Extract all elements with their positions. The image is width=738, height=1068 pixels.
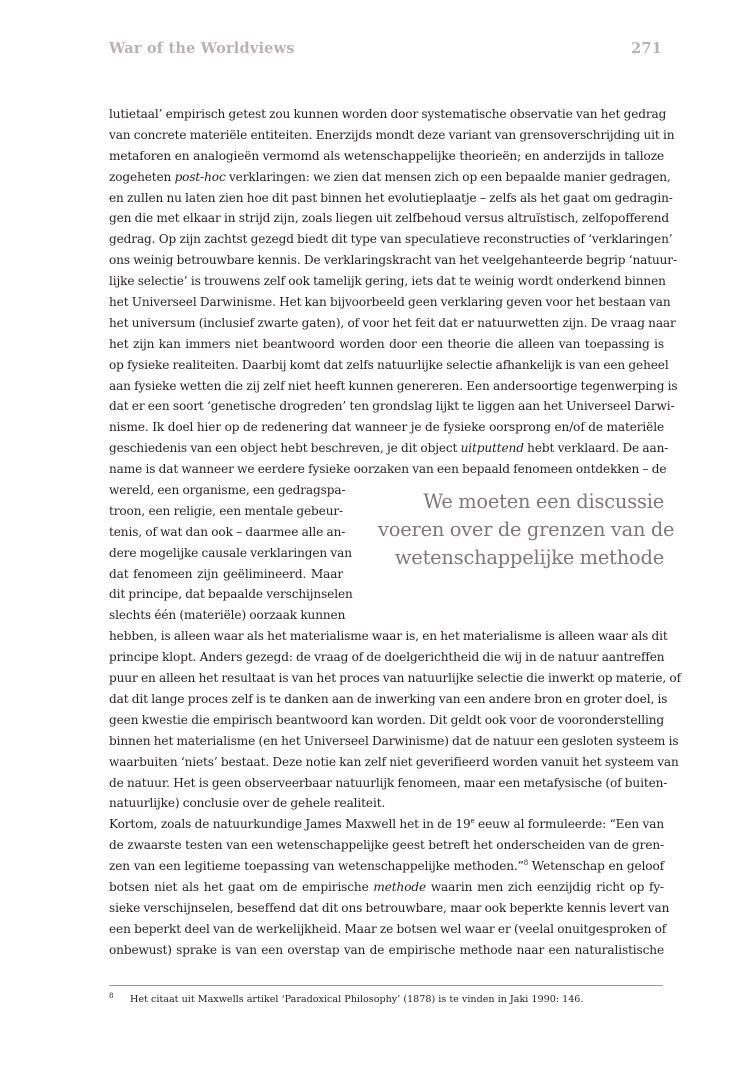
text-line: natuurlijke) conclusie over de gehele realiteit. (109, 796, 386, 811)
text-line: gedrag. Op zijn zachtst gezegd biedt dit type van speculatieve reconstructies of ‘verklaringen’ (109, 232, 673, 247)
text-line: troon, een religie, een mentale gebeur- (109, 503, 343, 518)
pull-quote (378, 480, 675, 626)
text-line: Kortom, zoals de natuurkundige James Maxwell het in de 19e eeuw al formuleerde: “Een van (109, 817, 664, 832)
text-line: dere mogelijke causale verklaringen van (109, 545, 352, 560)
text-line: gen die met elkaar in strijd zijn, zoals liegen uit zelfbehoud versus altruïstisch, zelfopofferend (109, 211, 670, 226)
pull-quote-line: voeren over de grenzen van de (378, 518, 675, 542)
text-line: nisme. Ik doel hier op de redenering dat wanneer je de fysieke oorsprong en/of de materiële (109, 420, 664, 435)
text-line: zogeheten post-hoc verklaringen: we zien dat mensen zich op een bepaalde manier gedragen, (109, 169, 671, 184)
text-line: dat er een soort ‘genetische drogreden’ ten grondslag lijkt te liggen aan het Universeel Darwi- (109, 399, 675, 414)
text-line: op fysieke realiteiten. Daarbij komt dat zelfs natuurlijke selectie afhankelijk is van een geheel (109, 357, 669, 372)
italic-text: post-hoc (174, 169, 226, 184)
wrap-section (109, 480, 675, 626)
text-line: dat dit lange proces zelf is te danken aan de inwerking van een andere bron en groter doel, is (109, 691, 668, 706)
text-line: tenis, of wat dan ook – daarmee alle an- (109, 524, 346, 539)
running-head (109, 40, 662, 62)
text-line: metaforen en analogieën vermomd als wetenschappelijke theorieën; en anderzijds in talloze (109, 148, 664, 163)
text-line: onbewust) sprake is van een overstap van de empirische methode naar een naturalistische (109, 942, 664, 957)
text-line: wereld, een organisme, een gedragspa- (109, 483, 346, 498)
text-line: het Universeel Darwinisme. Het kan bijvoorbeeld geen verklaring geven voor het bestaan van (109, 295, 671, 310)
body-text (109, 104, 681, 961)
paragraph-top (109, 104, 678, 480)
footnote-text: Het citaat uit Maxwells artikel ‘Paradoxical Philosophy’ (1878) is te vinden in Jaki 1990: 146. (130, 994, 584, 1005)
italic-text: methode (373, 879, 427, 894)
text-line: aan fysieke wetten die zij zelf niet heeft kunnen genereren. Een andersoortige tegenwerping is (109, 378, 678, 393)
running-head-title: War of the Worldviews (109, 40, 295, 57)
text-line: slechts één (materiële) oorzaak kunnen (109, 608, 346, 623)
wrap-column-text (109, 480, 353, 626)
text-line: principe klopt. Anders gezegd: de vraag of de doelgerichtheid die wij in de natuur aantreffen (109, 650, 665, 665)
text-line: ons weinig betrouwbare kennis. De verklaringskracht van het veelgehanteerde begrip ‘natuur- (109, 253, 677, 268)
footnote-rule (109, 985, 663, 986)
text-line: dat fenomeen zijn geëlimineerd. Maar (109, 566, 343, 581)
text-line: een beperkt deel van de werkelijkheid. Maar ze botsen wel waar er (veelal onuitgesproken of (109, 921, 667, 936)
text-line: name is dat wanneer we eerdere fysieke oorzaken van een bepaald fenomeen ontdekken – de (109, 462, 667, 477)
text-line: dit principe, dat bepaalde verschijnselen (109, 587, 353, 602)
text-line: zen van een legitieme toepassing van wetenschappelijke methoden.”$^8$ Wetenschap en geloof (109, 859, 664, 874)
text-line: lijke selectie’ is trouwens zelf ook tamelijk gering, iets dat te weinig wordt onderkend binnen (109, 274, 666, 289)
text-line: het zijn kan immers niet beantwoord worden door een theorie die alleen van toepassing is (109, 336, 664, 351)
pull-quote-line: We moeten een discussie (423, 490, 664, 514)
text-line: hebben, is alleen waar als het materialisme waar is, en het materialisme is alleen waar als dit (109, 629, 668, 644)
paragraph-bottom (109, 626, 681, 960)
text-line: de natuur. Het is geen observeerbaar natuurlijk fenomeen, maar een metafysische (of buiten- (109, 775, 668, 790)
footnote-marker: 8 (109, 992, 114, 1000)
superscript: e (470, 817, 475, 826)
text-line: de zwaarste testen van een wetenschappelijke geest betreft het onderscheiden van de gren- (109, 838, 664, 853)
pull-quote-line: wetenschappelijke methode (394, 546, 664, 570)
text-line: het universum (inclusief zwarte gaten), of voor het feit dat er natuurwetten zijn. De vraag naar (109, 315, 676, 330)
text-line: geschiedenis van een object hebt beschreven, je dit object uitputtend hebt verklaard. De aan- (109, 441, 669, 456)
text-line: waarbuiten ‘niets’ bestaat. Deze notie kan zelf niet geverifieerd worden vanuit het systeem van (109, 754, 679, 769)
text-line: sieke verschijnselen, beseffend dat dit ons betrouwbare, maar ook beperkte kennis levert van (109, 900, 670, 915)
text-line: en zullen nu laten zien hoe dit past binnen het evolutieplaatje – zelfs als het gaat om gedragin- (109, 190, 673, 205)
superscript: 8 (523, 859, 529, 868)
text-line: geen kwestie die empirisch beantwoord kan worden. Dit geldt ook voor de vooronderstelling (109, 712, 664, 727)
text-line: binnen het materialisme (en het Universeel Darwinisme) dat de natuur een gesloten systeem is (109, 733, 679, 748)
text-line: botsen niet als het gaat om de empirische methode waarin men zich eenzijdig richt op fy- (109, 879, 664, 894)
text-line: lutietaal’ empirisch getest zou kunnen worden door systematische observatie van het gedrag (109, 107, 667, 121)
text-line: van concrete materiële entiteiten. Enerzijds mondt deze variant van grensoverschrijding uit in (109, 127, 675, 142)
page-number: 271 (631, 40, 662, 57)
italic-text: uitputtend (460, 441, 524, 456)
text-line: puur en alleen het resultaat is van het proces van natuurlijke selectie die inwerkt op materie, of (109, 671, 681, 686)
